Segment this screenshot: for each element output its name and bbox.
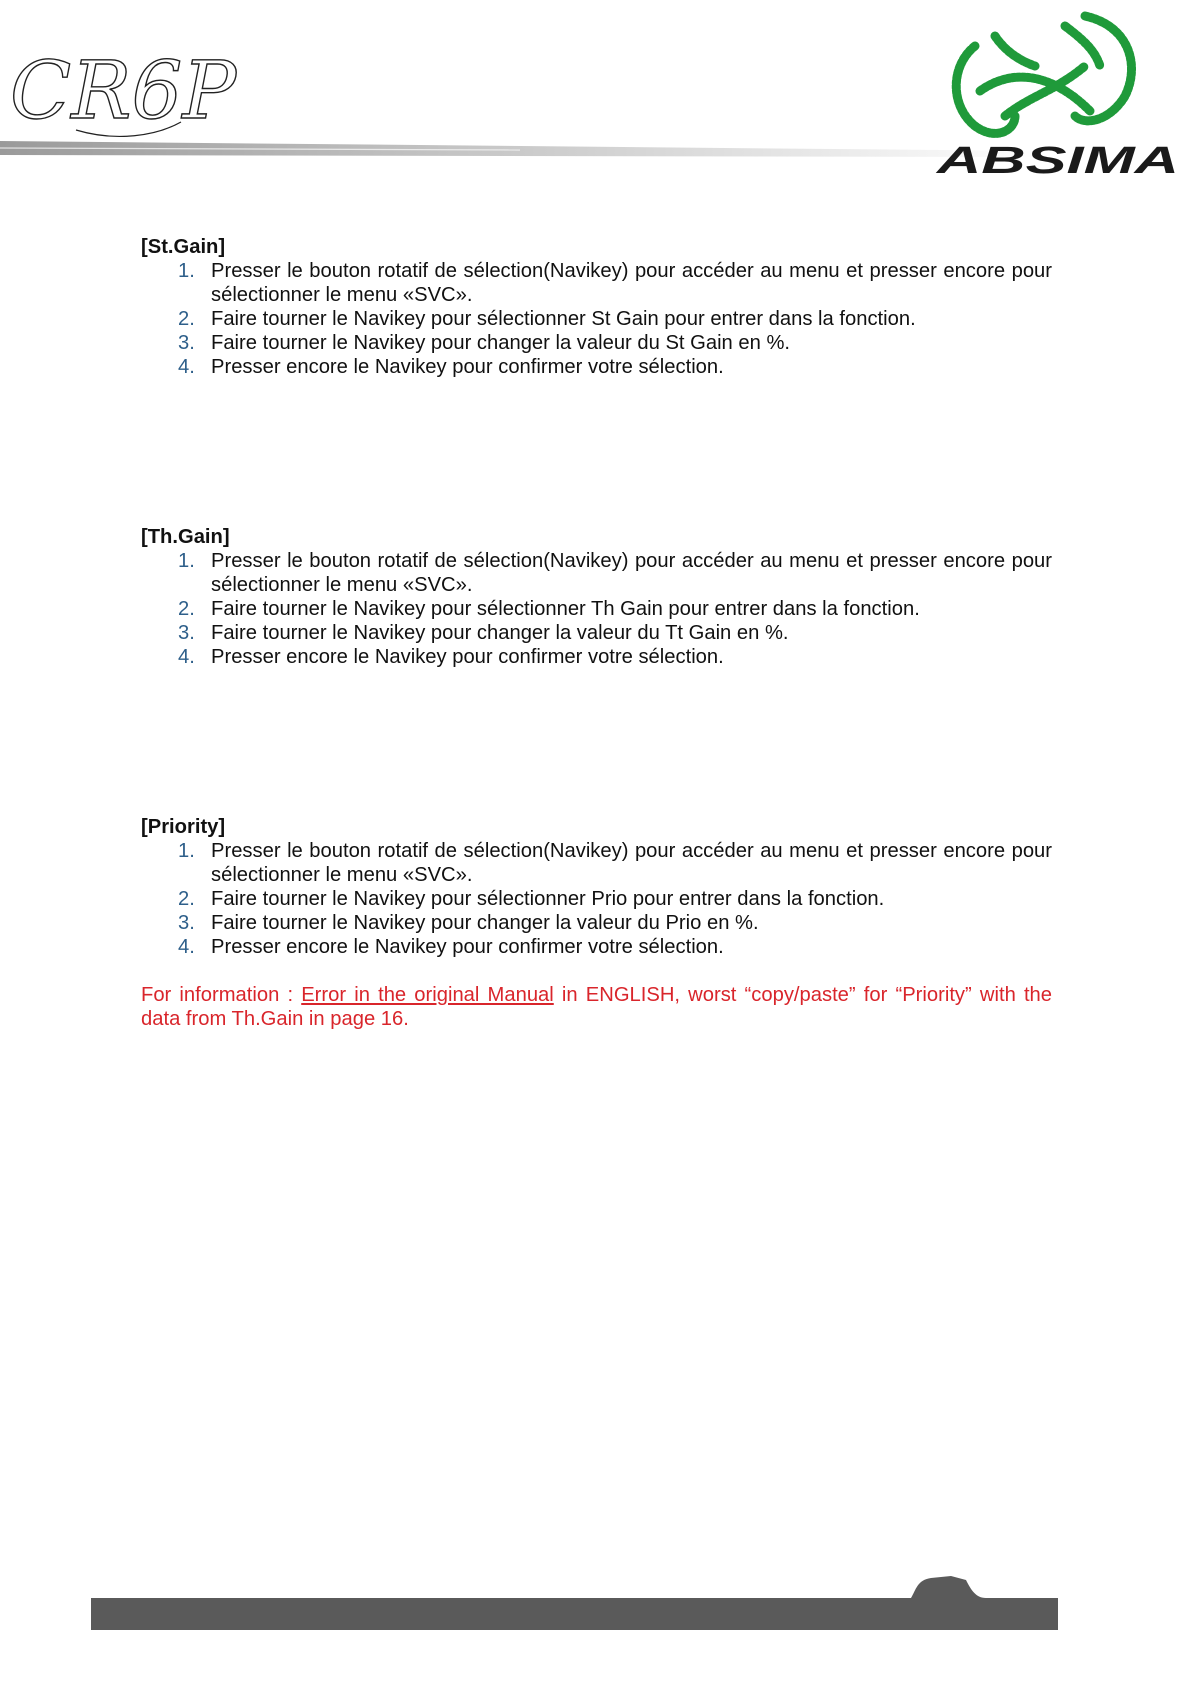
step-number: 1. (178, 550, 195, 572)
product-logo-text: CR6P (10, 44, 237, 137)
section-title: [St.Gain] (141, 236, 226, 258)
list-item (141, 621, 1052, 645)
document-body (141, 235, 1052, 1051)
note-underlined: Error in the original Manual (301, 984, 554, 1006)
list-item (141, 549, 1052, 597)
product-logo (6, 44, 246, 142)
step-number: 3. (178, 332, 195, 354)
header-divider (0, 139, 1040, 159)
step-text: Faire tourner le Navikey pour sélectionner Th Gain pour entrer dans la fonction. (211, 598, 920, 620)
step-number: 3. (178, 622, 195, 644)
step-text: Faire tourner le Navikey pour sélectionner St Gain pour entrer dans la fonction. (211, 308, 916, 330)
step-text: Faire tourner le Navikey pour changer la valeur du St Gain en %. (211, 332, 791, 354)
step-text: Presser le bouton rotatif de sélection(Navikey) pour accéder au menu et presser encore pour sélectionner le menu «SVC». (211, 840, 1052, 886)
section-st-gain (141, 235, 1052, 379)
brand-name: ABSIMA (935, 140, 1179, 181)
step-number: 4. (178, 356, 195, 378)
information-note (141, 983, 1052, 1031)
product-logo-graphic (6, 44, 246, 142)
footer-bar (91, 1570, 1058, 1630)
step-number: 4. (178, 646, 195, 668)
list-item (141, 935, 1052, 959)
step-text: Presser le bouton rotatif de sélection(Navikey) pour accéder au menu et presser encore pour sélectionner le menu «SVC». (211, 550, 1052, 596)
list-item (141, 259, 1052, 307)
section-th-gain (141, 525, 1052, 669)
step-text: Presser encore le Navikey pour confirmer votre sélection. (211, 936, 724, 958)
steps-list (141, 259, 1052, 379)
steps-list (141, 549, 1052, 669)
list-item (141, 839, 1052, 887)
note-prefix: For information : (141, 984, 302, 1006)
list-item (141, 355, 1052, 379)
step-text: Presser encore le Navikey pour confirmer votre sélection. (211, 356, 724, 378)
step-text: Presser le bouton rotatif de sélection(Navikey) pour accéder au menu et presser encore pour sélectionner le menu «SVC». (211, 260, 1052, 306)
brand-crest-icon (935, 6, 1185, 181)
list-item (141, 307, 1052, 331)
section-title: [Priority] (141, 816, 226, 838)
step-text: Faire tourner le Navikey pour sélectionner Prio pour entrer dans la fonction. (211, 888, 885, 910)
list-item (141, 911, 1052, 935)
steps-list (141, 839, 1052, 959)
step-number: 1. (178, 840, 195, 862)
step-number: 4. (178, 936, 195, 958)
section-title: [Th.Gain] (141, 526, 230, 548)
step-text: Faire tourner le Navikey pour changer la valeur du Prio en %. (211, 912, 759, 934)
list-item (141, 645, 1052, 669)
step-number: 2. (178, 888, 195, 910)
list-item (141, 331, 1052, 355)
list-item (141, 597, 1052, 621)
step-number: 1. (178, 260, 195, 282)
list-item (141, 887, 1052, 911)
step-number: 3. (178, 912, 195, 934)
step-text: Presser encore le Navikey pour confirmer votre sélection. (211, 646, 724, 668)
step-text: Faire tourner le Navikey pour changer la valeur du Tt Gain en %. (211, 622, 789, 644)
step-number: 2. (178, 308, 195, 330)
section-priority (141, 815, 1052, 1031)
note-suffix: in ENGLISH, worst “copy/paste” for “Priority” with the data from Th.Gain in page 16. (141, 984, 1053, 1030)
step-number: 2. (178, 598, 195, 620)
brand-logo (935, 6, 1185, 181)
